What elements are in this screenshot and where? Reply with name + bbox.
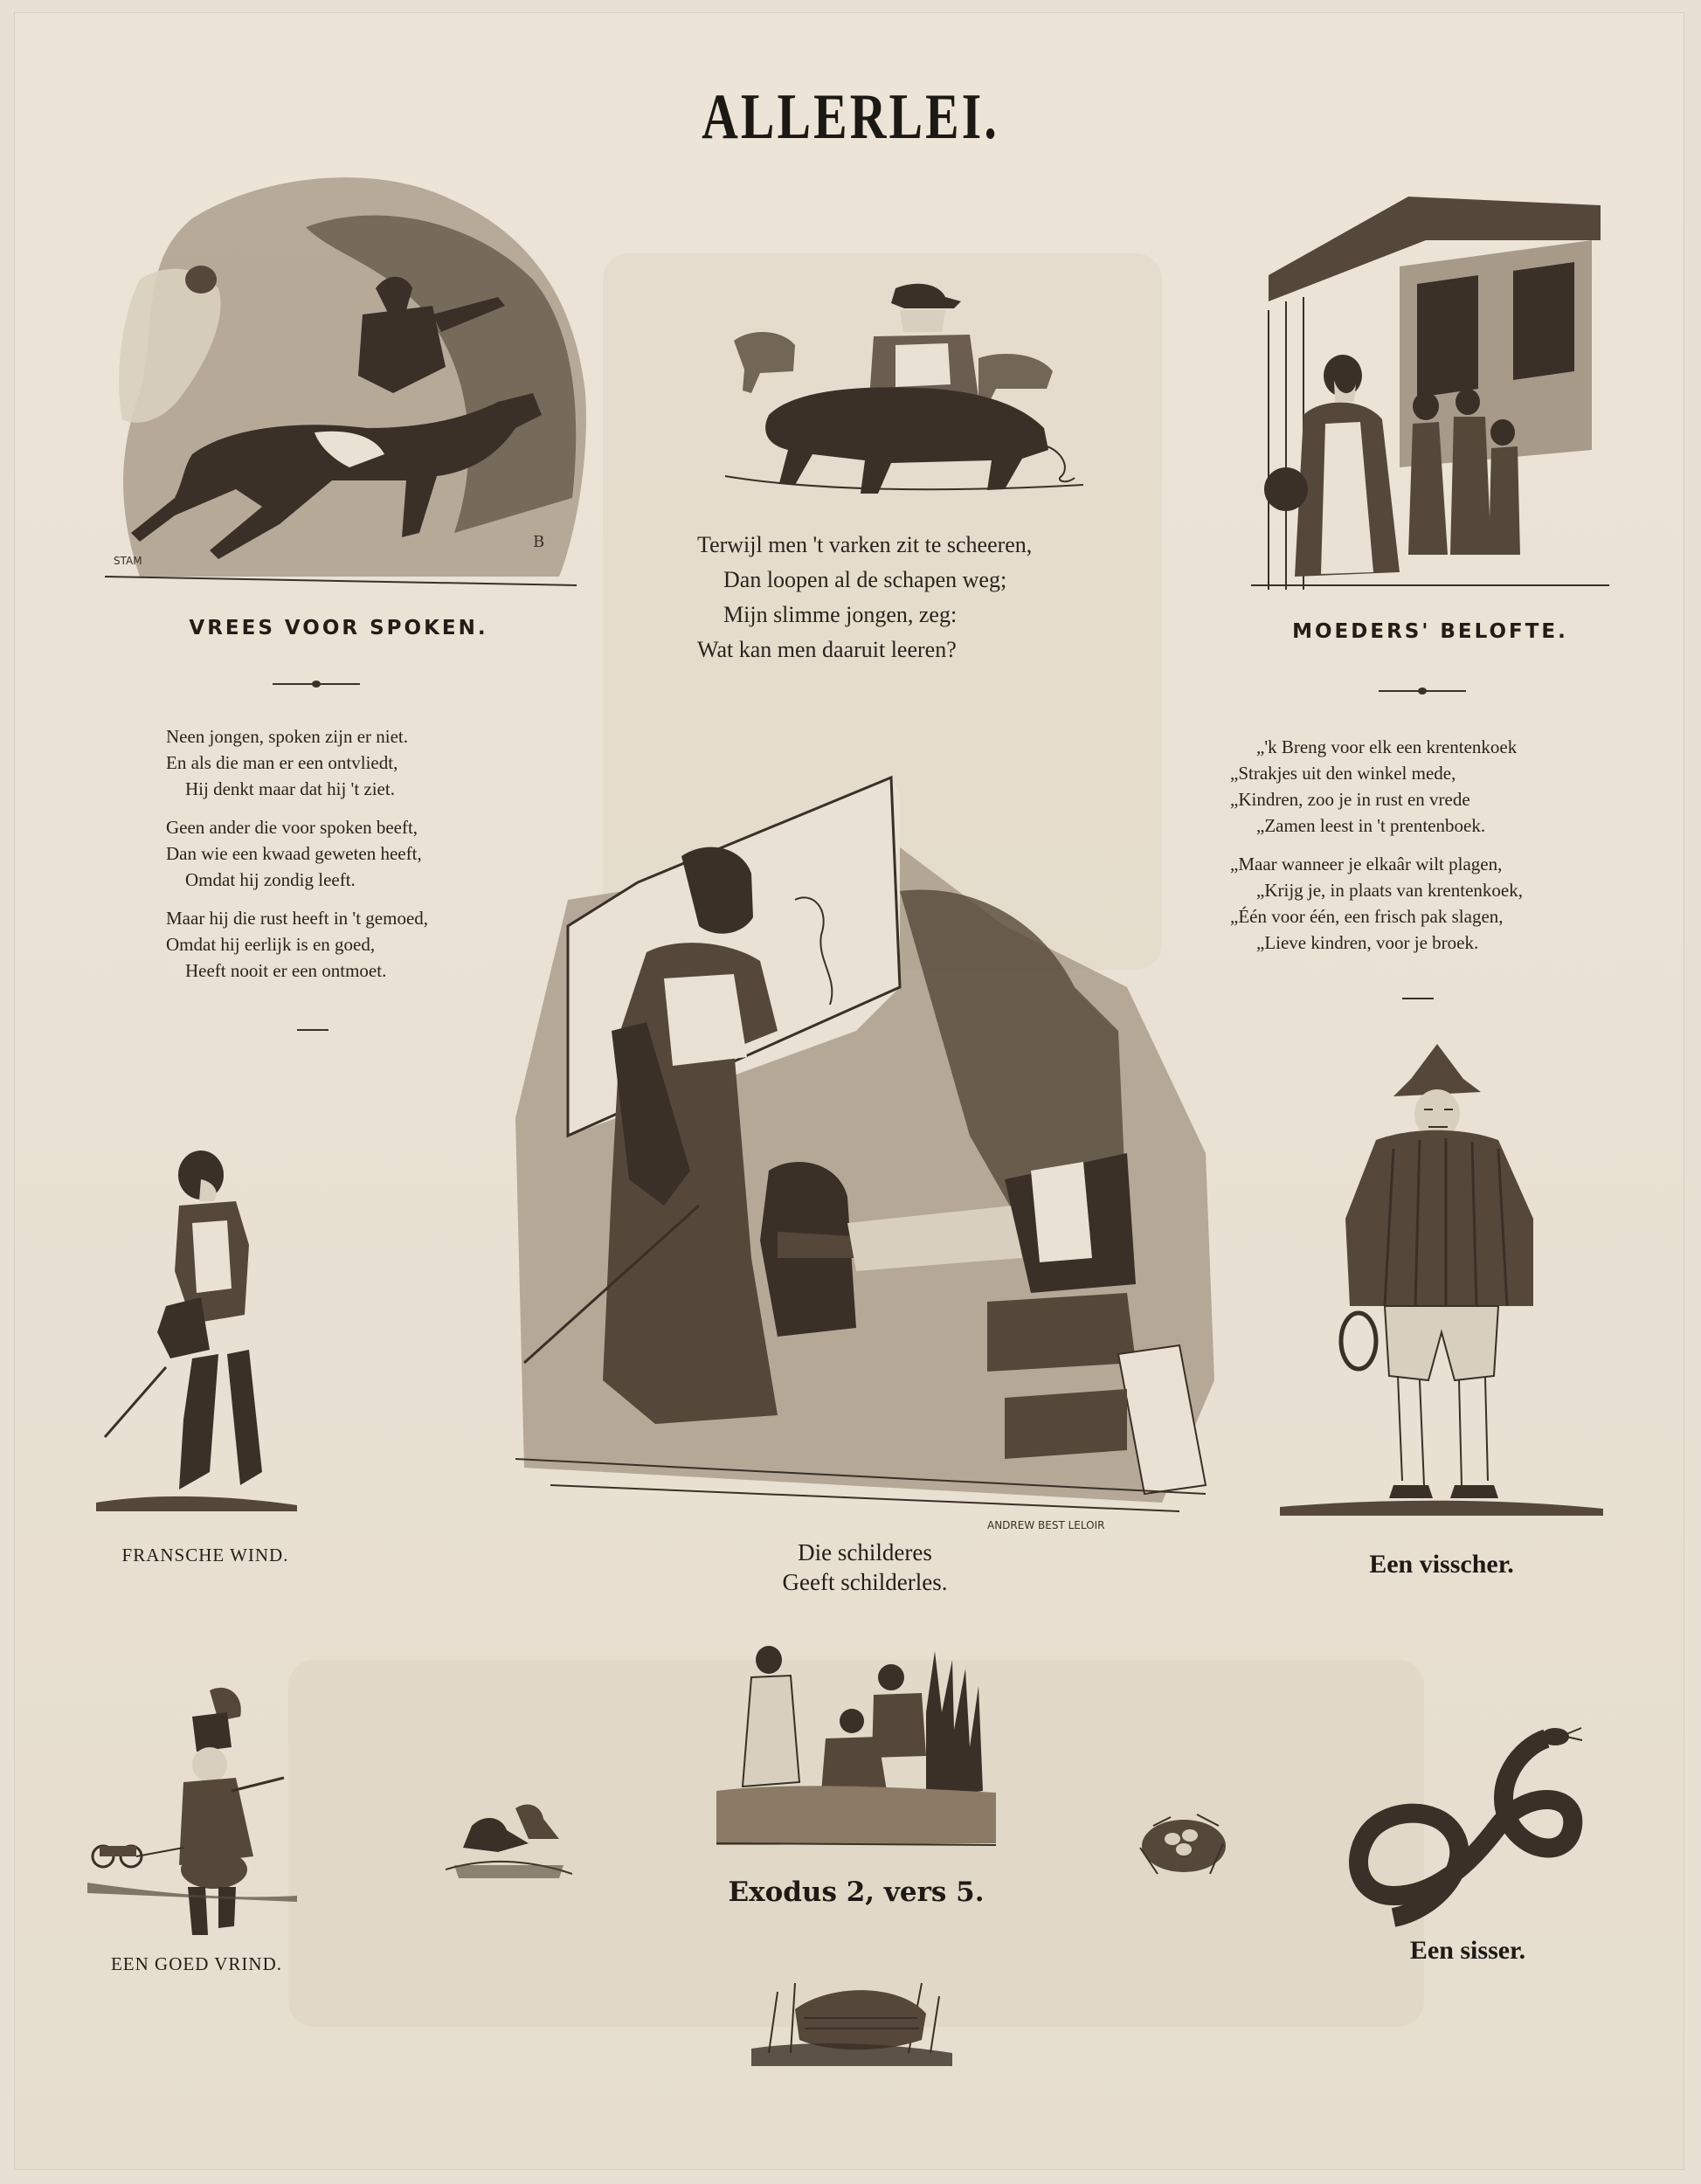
poem-stanza: [166, 723, 428, 802]
poem-line: Dan wie een kwaad geweten heeft,: [166, 843, 422, 864]
poem-line: „'k Breng voor elk een krentenkoek: [1256, 736, 1518, 757]
poem-line: Maar hij die rust heeft in 't gemoed,: [166, 908, 429, 929]
pig-shearing-engraving: [716, 275, 1101, 507]
caption-fransche-wind: FRANSCHE WIND.: [121, 1545, 289, 1565]
poem-line: Dan loopen al de schapen weg;: [723, 567, 1007, 592]
poem-line: „Zamen leest in 't prentenboek.: [1256, 815, 1486, 836]
poem-line: Omdat hij zondig leeft.: [185, 869, 356, 890]
poem-line: „Lieve kindren, voor je broek.: [1256, 932, 1479, 953]
poem-line: „Strakjes uit den winkel mede,: [1230, 763, 1456, 784]
moses-finding-engraving: [716, 1642, 996, 1870]
poem-line: „Één voor één, een frisch pak slagen,: [1230, 906, 1504, 927]
snake-engraving: [1341, 1721, 1594, 1935]
poem-line: „Maar wanneer je elkaâr wilt plagen,: [1230, 854, 1503, 874]
heading-moeders-belofte: MOEDERS' BELOFTE.: [1292, 620, 1568, 643]
engraver-signature-stam: STAM: [114, 555, 142, 567]
poem-moeders-belofte: [1230, 734, 1523, 968]
poem-stanza: [166, 814, 428, 893]
poem-line: Mijn slimme jongen, zeg:: [723, 602, 958, 627]
poem-line: Neen jongen, spoken zijn er niet.: [166, 726, 408, 747]
poem-stanza: [166, 905, 428, 984]
poem-vrees-voor-spoken: [166, 723, 428, 996]
poem-line: En als die man er een ontvliedt,: [166, 752, 398, 773]
caption-een-goed-vrind: EEN GOED VRIND.: [110, 1953, 282, 1974]
poem-line: „Kindren, zoo je in rust en vrede: [1230, 789, 1470, 810]
divider-ornament-right: [1379, 690, 1466, 692]
mother-children-engraving: [1251, 188, 1609, 590]
poem-line: Omdat hij eerlijk is en goed,: [166, 934, 376, 955]
caption-line: Die schilderes: [798, 1539, 932, 1565]
caption-schilderes: [716, 1538, 1013, 1597]
ghost-rider-engraving: [87, 166, 590, 590]
caption-een-sisser: Een sisser.: [1409, 1936, 1526, 1965]
poem-line: Heeft nooit er een ontmoet.: [185, 960, 387, 981]
caption-exodus: Exodus 2, vers 5.: [728, 1876, 985, 1908]
poem-line: Geen ander die voor spoken beeft,: [166, 817, 418, 838]
fisherman-engraving: [1280, 1044, 1603, 1524]
section-end-rule-right: [1402, 998, 1434, 999]
poem-line: Hij denkt maar dat hij 't ziet.: [185, 778, 395, 799]
poem-stanza: [1230, 851, 1523, 956]
caption-een-visscher: Een visscher.: [1369, 1550, 1514, 1579]
painter-lesson-engraving: [515, 769, 1214, 1538]
heading-vrees-voor-spoken: VREES VOOR SPOKEN.: [189, 617, 488, 639]
basket-in-reeds-vignette: [751, 1957, 952, 2070]
poem-line: Wat kan men daaruit leeren?: [697, 637, 957, 662]
poem-line: „Krijg je, in plaats van krentenkoek,: [1256, 880, 1523, 901]
caption-line: Geeft schilderles.: [782, 1569, 948, 1595]
poem-line: Terwijl men 't varken zit te scheeren,: [697, 532, 1033, 557]
drummer-child-engraving: [87, 1682, 306, 1944]
engraver-signature: ANDREW BEST LELOIR: [987, 1519, 1105, 1531]
poem-varken: [697, 528, 1032, 667]
divider-ornament-left: [273, 683, 360, 685]
birds-vignette: [446, 1791, 572, 1887]
french-soldier-engraving: [96, 1140, 315, 1524]
poem-stanza: [1230, 734, 1523, 839]
section-end-rule-left: [297, 1029, 328, 1031]
engraver-monogram: B: [533, 533, 545, 551]
page-title: ALLERLEI.: [702, 81, 999, 153]
bird-nest-vignette: [1136, 1804, 1232, 1883]
